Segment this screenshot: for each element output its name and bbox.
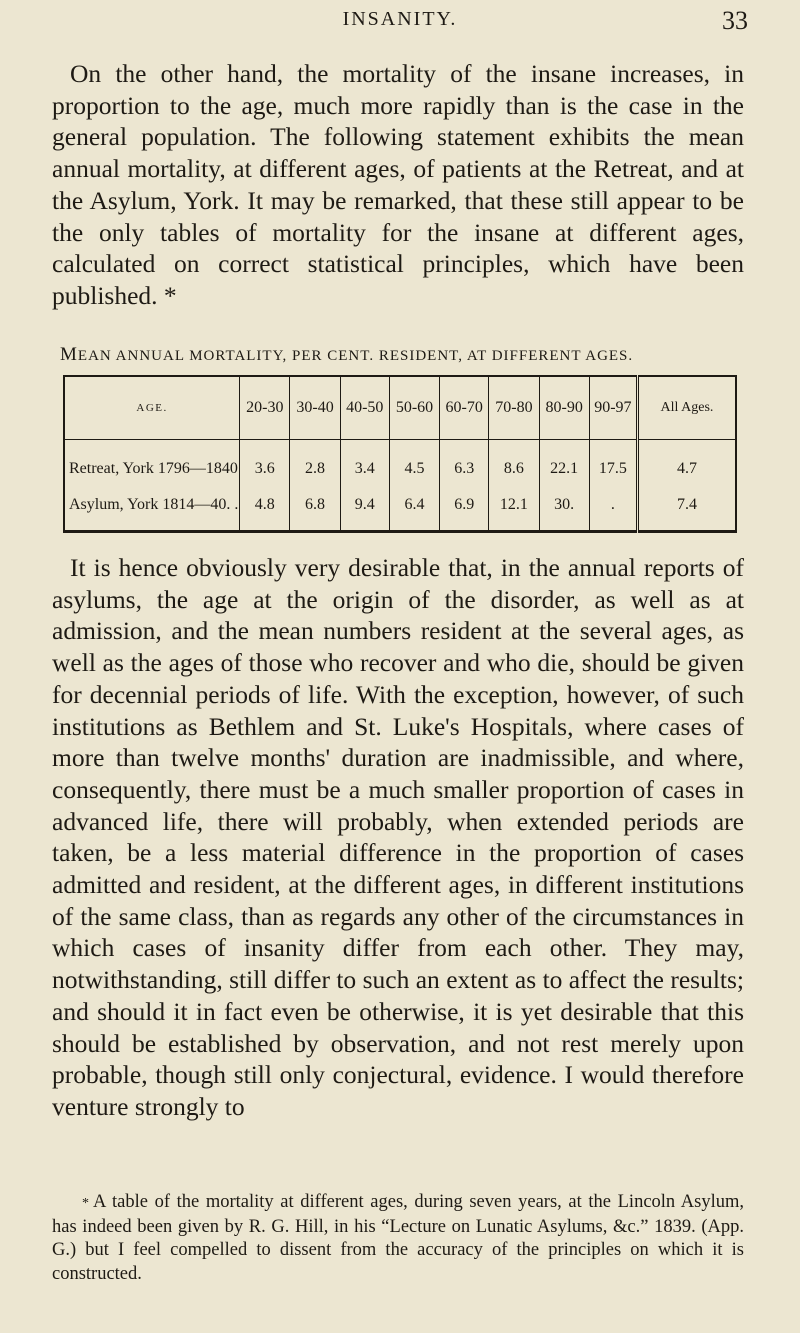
table-cell: 30. (539, 488, 589, 532)
table-cell: . (589, 488, 637, 532)
footnote-marker: * (82, 1196, 89, 1211)
age-group-header: 30-40 (290, 376, 340, 440)
footnote-text: A table of the mortality at different ages, during seven years, at the Lincoln Asylum, has indeed been given by R. G. Hill, in his “Lecture on Lunatic Asylums, &c.” 1839. (App. G.) but I feel compelled to dissent from the accuracy of the principles on which it is constructed. (52, 1192, 744, 1284)
table-row-asylum (64, 488, 736, 532)
table-row-retreat (64, 440, 736, 489)
table-cell: 4.8 (240, 488, 290, 532)
row-label: Asylum, York 1814—40. . (64, 488, 240, 532)
all-ages-cell: 7.4 (638, 488, 737, 532)
table-cell: 8.6 (489, 440, 539, 489)
table-caption: MEAN ANNUAL MORTALITY, PER CENT. RESIDENT, AT DIFFERENT AGES. (60, 344, 634, 365)
age-group-header: 40-50 (340, 376, 389, 440)
running-head (0, 6, 800, 38)
table-cell: 6.8 (290, 488, 340, 532)
age-group-header: 80-90 (539, 376, 589, 440)
table-cell: 6.3 (440, 440, 489, 489)
table-cell: 9.4 (340, 488, 389, 532)
footnote (52, 1191, 744, 1286)
table-cell: 22.1 (539, 440, 589, 489)
table-cell: 6.9 (440, 488, 489, 532)
age-group-header: 60-70 (440, 376, 489, 440)
age-group-header: 70-80 (489, 376, 539, 440)
all-ages-cell: 4.7 (638, 440, 737, 489)
table-cell: 4.5 (389, 440, 439, 489)
table-header-row (64, 376, 736, 440)
table-cell: 3.6 (240, 440, 290, 489)
page-number: 33 (722, 6, 748, 35)
age-group-header: 50-60 (389, 376, 439, 440)
age-column-header: AGE. (64, 376, 240, 440)
table-cell: 3.4 (340, 440, 389, 489)
row-label: Retreat, York 1796—1840 (64, 440, 240, 489)
table-cell: 6.4 (389, 488, 439, 532)
mortality-table (63, 375, 737, 533)
age-group-header: 20-30 (240, 376, 290, 440)
all-ages-header: All Ages. (638, 376, 737, 440)
body-paragraph-1: On the other hand, the mortality of the insane increases, in proportion to the age, much more rapidly than is the case in the general population. The following statement exhibits the mean annual mortality, at different ages, of patients at the Retreat, and at the Asylum, York. It may be remarked, that these still appear to be the only tables of mortality for the insane at different ages, calculated on correct statistical principles, which have been published. * (52, 59, 744, 310)
age-group-header: 90-97 (589, 376, 637, 440)
table-cell: 2.8 (290, 440, 340, 489)
running-title: INSANITY. (342, 8, 458, 30)
table-cell: 12.1 (489, 488, 539, 532)
body-paragraph-2: It is hence obviously very desirable that, in the annual reports of asylums, the age at the origin of the disorder, as well as at admission, and the mean numbers resident at the several ages, as well as the ages of those who recover and who die, should be given for decennial periods of life. With the exception, however, of such institutions as Bethlem and St. Luke's Hospitals, where cases of more than twelve months' duration are inadmissible, and where, consequently, there must be a much smaller proportion of cases in advanced life, there will probably, when extended periods are taken, be a less material difference in the proportion of cases admitted and resident, at the different ages, in different institutions of the same class, than as regards any other of the circumstances in which cases of insanity differ from each other. They may, notwithstanding, still differ to such an extent as to affect the results; and should it in fact even be otherwise, it is yet desirable that this should be established by observation, and not rest merely upon probable, though still only conjectural, evidence. I would therefore venture strongly to (52, 553, 744, 1121)
table-cell: 17.5 (589, 440, 637, 489)
